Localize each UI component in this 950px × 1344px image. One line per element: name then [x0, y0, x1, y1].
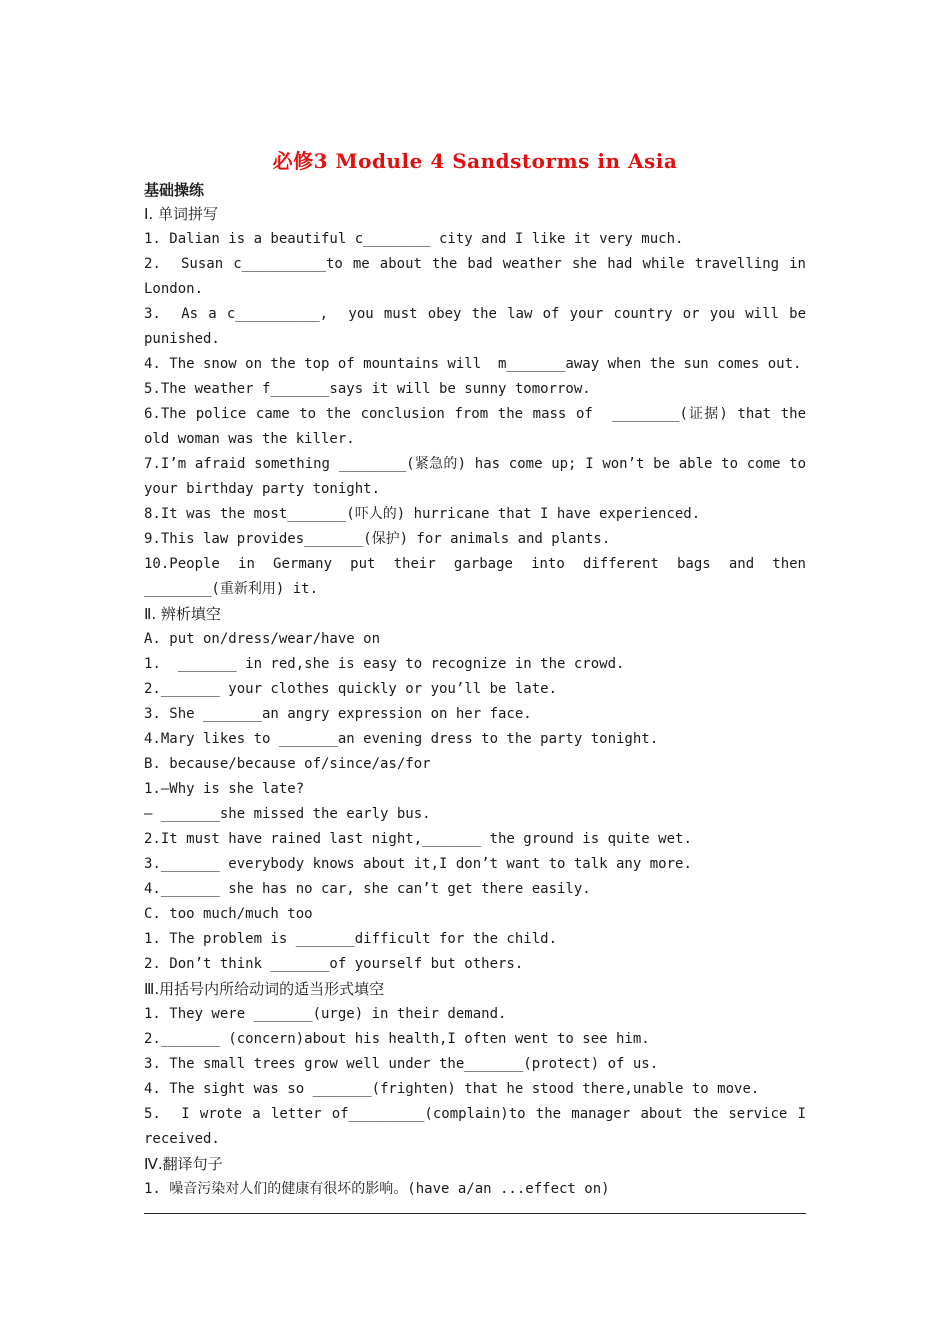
exercise-item: 3._______ everybody knows about it,I don’t want to talk any more.	[144, 856, 692, 872]
exercise-item: 5.The weather f_______says it will be sunny tomorrow.	[144, 381, 591, 397]
group-label: A. put on/dress/wear/have on	[144, 631, 381, 647]
exercise-item: 1. _______ in red,she is easy to recognize in the crowd.	[144, 656, 625, 672]
exercise-item: 1. 噪音污染对人们的健康有很坏的影响。(have a/an ...effect on)	[144, 1181, 610, 1197]
group-label: B. because/because of/since/as/for	[144, 756, 431, 772]
exercise-item: 1. Dalian is a beautiful c________ city and I like it very much.	[144, 231, 684, 247]
subtitle: 基础操练	[144, 181, 205, 199]
exercise-item: 2.It must have rained last night,_______ the ground is quite wet.	[144, 831, 692, 847]
exercise-item: 6.The police came to the conclusion from the mass of ________(证据) that the old woman was the killer.	[144, 406, 815, 447]
exercise-item: 1. The problem is _______difficult for the child.	[144, 931, 558, 947]
exercise-item: 2._______ (concern)about his health,I often went to see him.	[144, 1031, 650, 1047]
exercise-item: 3. She _______an angry expression on her face.	[144, 706, 532, 722]
exercise-item: 9.This law provides_______(保护) for animals and plants.	[144, 531, 611, 547]
footer-rule	[144, 1213, 806, 1214]
group-label: C. too much/much too	[144, 906, 313, 922]
section-heading: Ⅱ. 辨析填空	[144, 605, 221, 623]
exercise-item: 4. The sight was so _______(frighten) that he stood there,unable to move.	[144, 1081, 760, 1097]
exercise-item: 10.People in Germany put their garbage into different bags and then ________(重新利用) it.	[144, 556, 815, 597]
worksheet	[144, 146, 815, 1202]
exercise-item: 4.Mary likes to _______an evening dress to the party tonight.	[144, 731, 659, 747]
exercise-item: 4._______ she has no car, she can’t get there easily.	[144, 881, 591, 897]
exercise-item: — _______she missed the early bus.	[144, 806, 431, 822]
exercise-item: 3. The small trees grow well under the_______(protect) of us.	[144, 1056, 659, 1072]
section-heading: Ⅲ.用括号内所给动词的适当形式填空	[144, 980, 385, 998]
section-heading: Ⅳ.翻译句子	[144, 1155, 223, 1173]
exercise-item: 1. They were _______(urge) in their demand.	[144, 1006, 507, 1022]
section-heading: Ⅰ. 单词拼写	[144, 205, 218, 223]
exercise-item: 7.I’m afraid something ________(紧急的) has come up; I won’t be able to come to your birthday party tonight.	[144, 456, 815, 497]
exercise-item: 4. The snow on the top of mountains will m_______away when the sun comes out.	[144, 356, 802, 372]
exercise-item: 3. As a c__________, you must obey the law of your country or you will be punished.	[144, 306, 815, 347]
exercise-item: 2._______ your clothes quickly or you’ll be late.	[144, 681, 558, 697]
exercise-item: 2. Susan c__________to me about the bad weather she had while travelling in London.	[144, 256, 815, 297]
page-title: 必修3 Module 4 Sandstorms in Asia	[272, 149, 678, 173]
exercise-item: 5. I wrote a letter of_________(complain)to the manager about the service I received.	[144, 1106, 815, 1147]
exercise-item: 2. Don’t think _______of yourself but others.	[144, 956, 524, 972]
exercise-item: 1.—Why is she late?	[144, 781, 305, 797]
exercise-item: 8.It was the most_______(吓人的) hurricane that I have experienced.	[144, 506, 701, 522]
